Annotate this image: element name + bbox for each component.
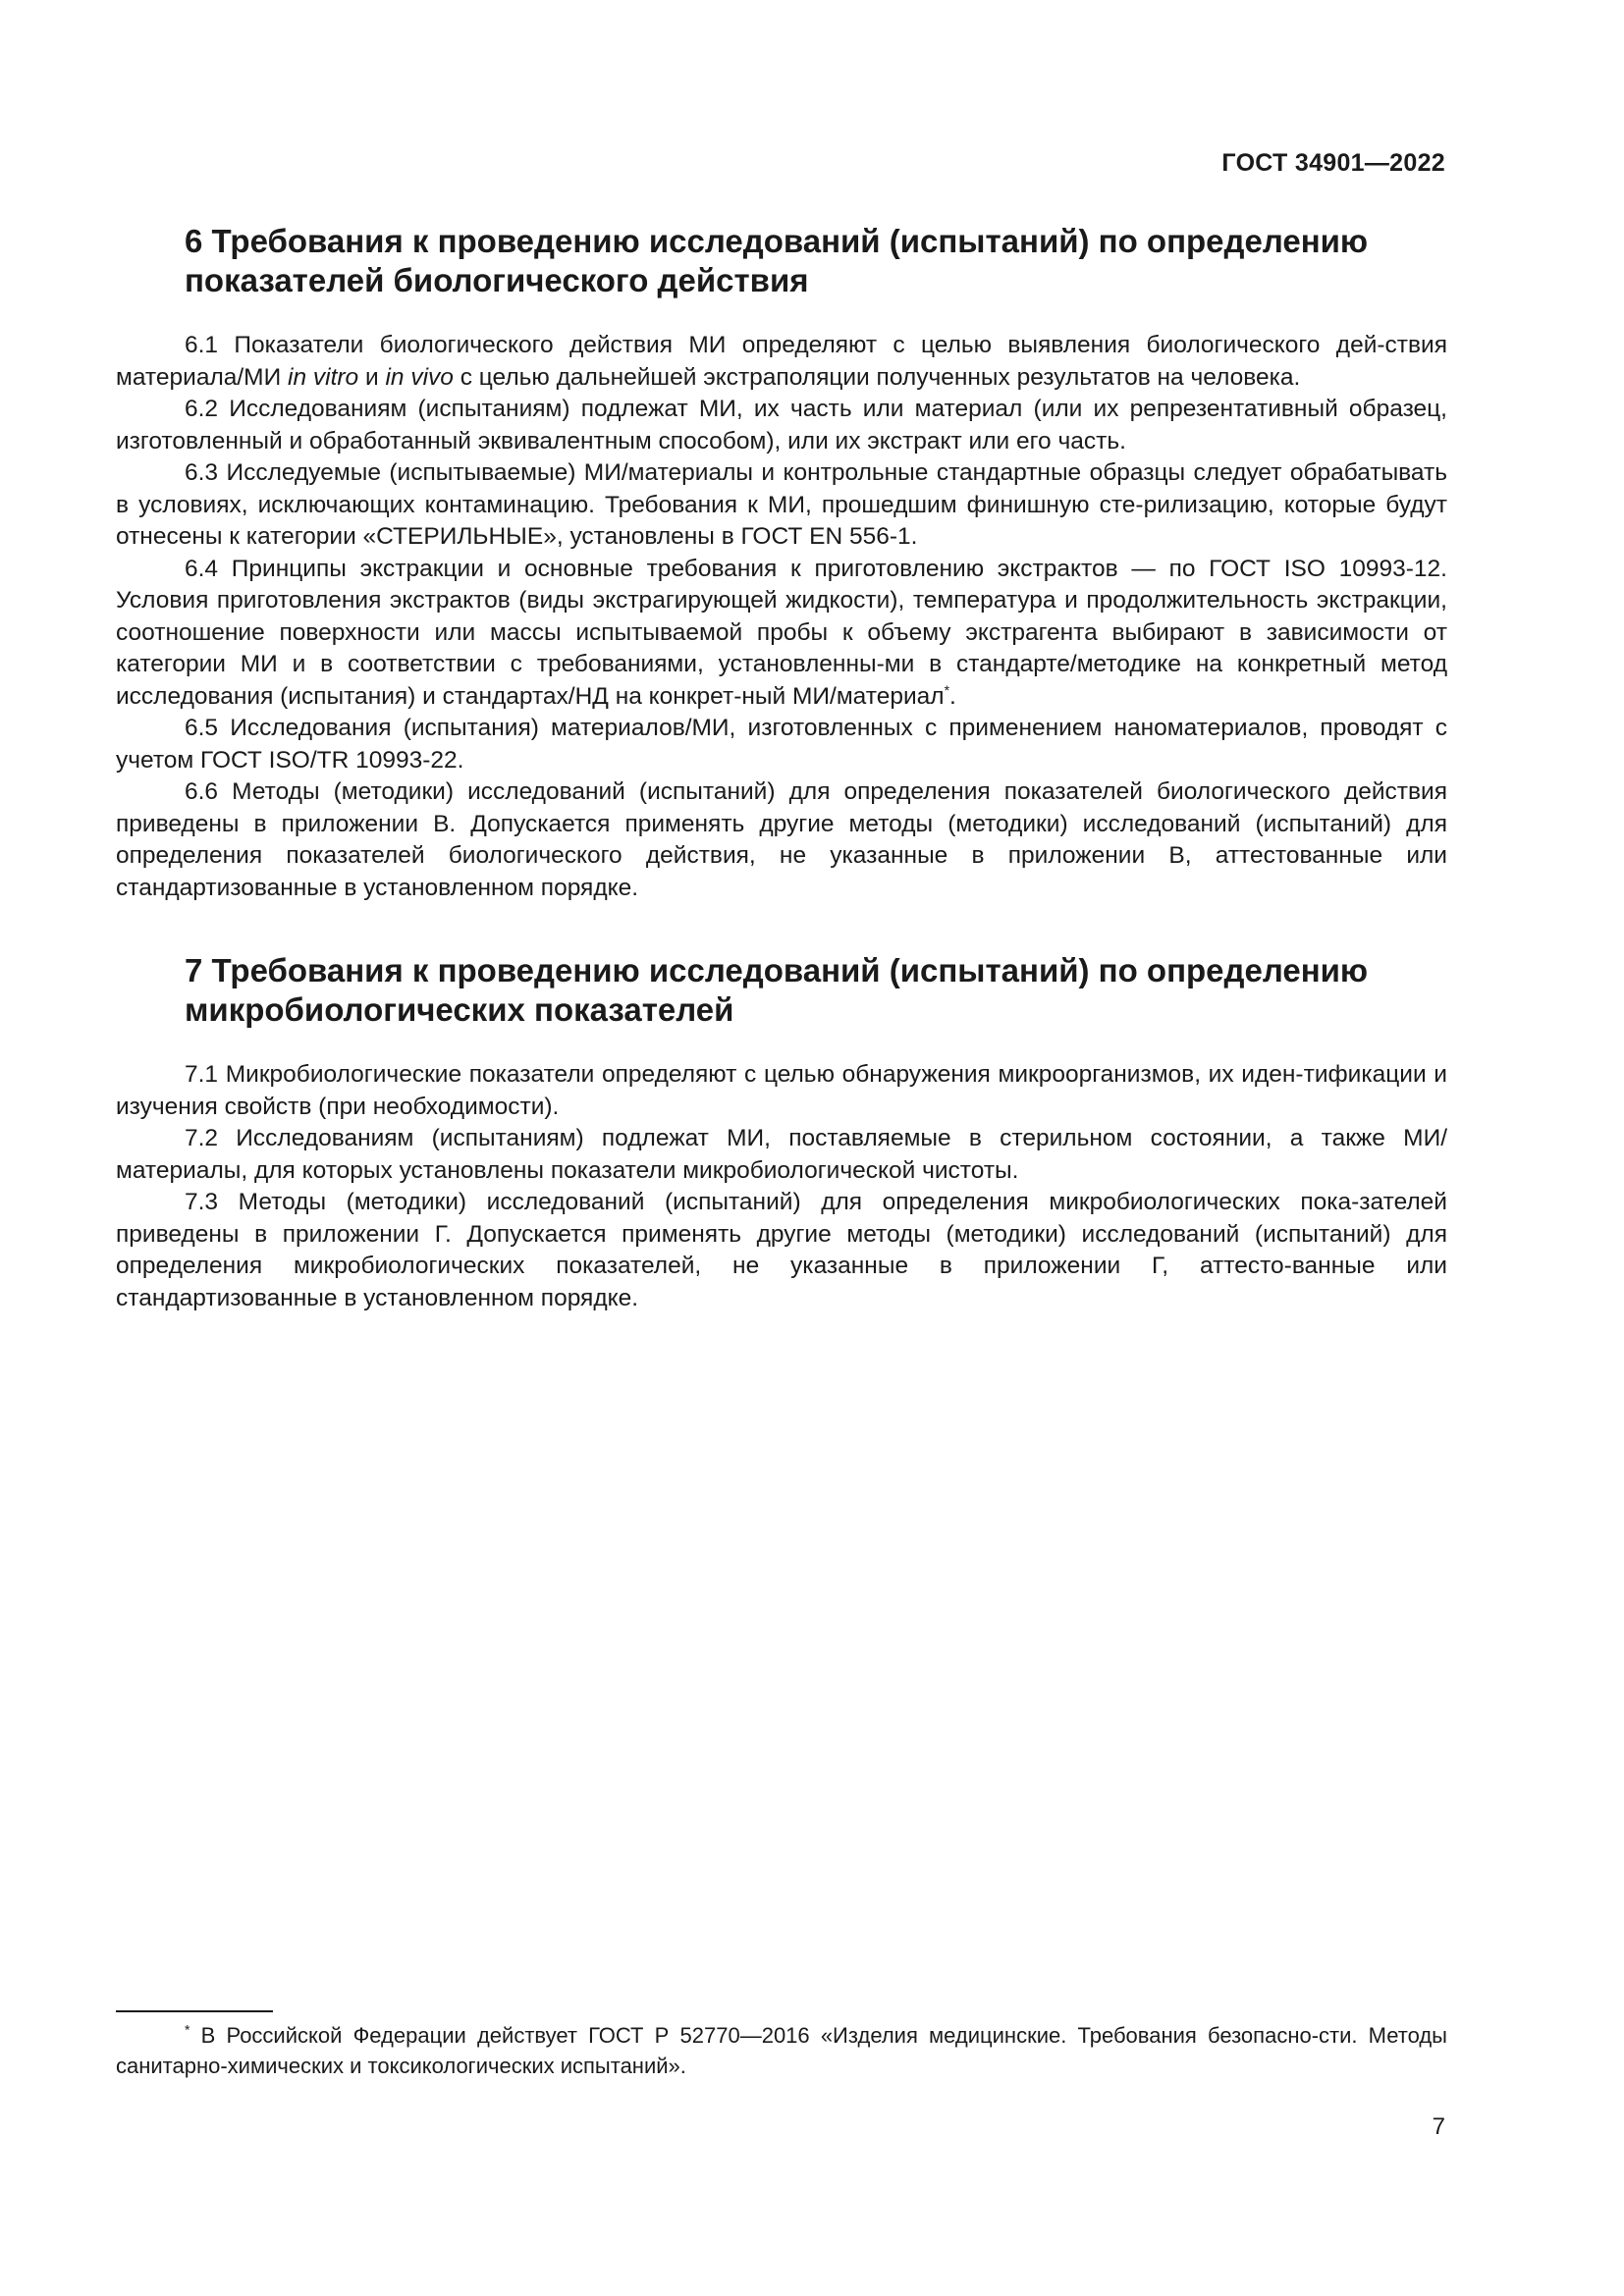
paragraph-6-4 xyxy=(116,554,1447,714)
paragraph-6-4-text: 6.4 Принципы экстракции и основные требования к приготовлению экстрактов — по ГОСТ ISO 10993-12. Условия приготовления экстрактов (виды экстрагирующей жидкости), температура и продолжительность экстракции, соотношение поверхности или массы испытываемой пробы к объему экстрагента выбирают в зависимости от категории МИ и в соответствии с требованиями, установленны-ми в стандарте/методике на конкретный метод исследования (испытания) и стандартах/НД на конкрет-ный МИ/материал xyxy=(116,555,1447,710)
footnote-reference[interactable]: * xyxy=(944,681,950,698)
paragraph-7-2: 7.2 Исследованиям (испытаниям) подлежат МИ, поставляемые в стерильном состоянии, а также МИ/материалы, для которых установлены показатели микробиологической чистоты. xyxy=(116,1125,1447,1184)
paragraph-6-6: 6.6 Методы (методики) исследований (испытаний) для определения показателей биологического действия приведены в приложении В. Допускается применять другие методы (методики) исследований (испытаний) для определения показателей биологического действия, не указанные в приложении В, аттестованные или стандартизованные в установленном порядке. xyxy=(116,778,1447,901)
section-7-title: 7 Требования к проведению исследований (испытаний) по определению микробиологических показателей xyxy=(185,952,1369,1028)
paragraph-6-1-text-b: и xyxy=(358,363,386,391)
paragraph-6-1 xyxy=(116,330,1447,394)
term-in-vivo: in vivo xyxy=(385,363,454,391)
paragraph-6-3: 6.3 Исследуемые (испытываемые) МИ/материалы и контрольные стандартные образцы следует обрабатывать в условиях, исключающих контаминацию. Требования к МИ, прошедшим финишную сте-рилизацию, которые будут отнесены к категории «СТЕРИЛЬНЫЕ», установлены в ГОСТ EN 556-1. xyxy=(116,459,1447,550)
paragraph-6-5: 6.5 Исследования (испытания) материалов/МИ, изготовленных с применением наноматериалов, проводят с учетом ГОСТ ISO/TR 10993-22. xyxy=(116,715,1447,774)
footnote-mark: * xyxy=(185,2021,190,2038)
footnote-divider xyxy=(116,2010,273,2012)
paragraph-6-4-tail: . xyxy=(949,682,956,710)
footnote-text: В Российской Федерации действует ГОСТ Р 52770—2016 «Изделия медицинские. Требования безопасно-сти. Методы санитарно-химических и токсикологических испытаний». xyxy=(116,2023,1447,2078)
paragraph-6-1-text-c: с целью дальнейшей экстраполяции полученных результатов на человека. xyxy=(453,363,1301,391)
page-number: 7 xyxy=(1432,2113,1445,2140)
section-6-title: 6 Требования к проведению исследований (испытаний) по определению показателей биологического действия xyxy=(185,223,1369,298)
paragraph-6-1-text-a: 6.1 Показатели биологического действия МИ определяют с целью выявления биологического дей-ствия материала/МИ xyxy=(116,332,1447,391)
term-in-vitro: in vitro xyxy=(288,363,359,391)
document-code-header: ГОСТ 34901—2022 xyxy=(1221,149,1445,177)
paragraph-6-2: 6.2 Исследованиям (испытаниям) подлежат МИ, их часть или материал (или их репрезентативный образец, изготовленный и обработанный эквивалентным способом), или их экстракт или его часть. xyxy=(116,396,1447,454)
page-content xyxy=(116,222,1447,1314)
paragraph-7-3: 7.3 Методы (методики) исследований (испытаний) для определения микробиологических пока-зателей приведены в приложении Г. Допускается применять другие методы (методики) исследований (испытаний) для определения микробиологических показателей, не указанные в приложении Г, аттесто-ванные или стандартизованные в установленном порядке. xyxy=(116,1189,1447,1311)
paragraph-7-1: 7.1 Микробиологические показатели определяют с целью обнаружения микроорганизмов, их иден-тификации и изучения свойств (при необходимости). xyxy=(116,1061,1447,1120)
footnote xyxy=(116,2020,1447,2081)
